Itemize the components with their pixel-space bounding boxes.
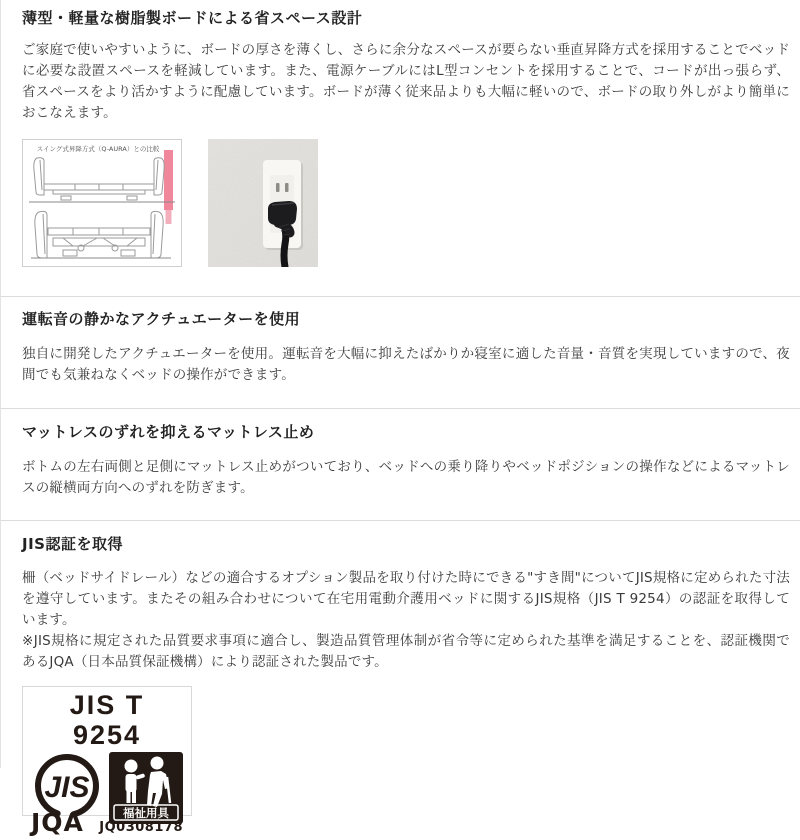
- bed-frame-comparison-diagram: [22, 139, 182, 267]
- jis-standard-number: JIS T 9254: [69, 690, 145, 750]
- jis-certification-mark: [22, 686, 192, 838]
- section-quiet-actuator: [1, 296, 800, 408]
- jqa-certifier-label: JQA: [31, 808, 84, 838]
- section-body-text: ご家庭で使いやすいように、ボードの厚さを薄くし、さらに余分なスペースが要らない垂直昇降方式を採用することでベッドに必要な設置スペースを軽減しています。また、電源ケーブルにはL型コンセントを採用することで、コードが出っ張らず、省スペースをより活かすように配慮しています。ボードが薄く従来品よりも大幅に軽いので、ボードの取り外しがより簡単におこなえます。: [22, 42, 790, 121]
- section-heading: マットレスのずれを抑えるマットレス止め: [22, 423, 315, 441]
- section-body-text: ボトムの左右両側と足側にマットレス止めがついており、ベッドへの乗り降りやベッドポジションの操作などによるマットレスの縦横両方向へのずれを防ぎます。: [22, 459, 790, 496]
- section-heading: 運転音の静かなアクチュエーターを使用: [22, 310, 301, 328]
- l-shaped-plug-wall-outlet-photo: [208, 139, 318, 267]
- svg-text:JIS: JIS: [44, 771, 90, 805]
- section-heading: JIS認証を取得: [22, 535, 123, 553]
- section-jis-certification: [1, 520, 800, 840]
- plug-photo-icon: [208, 139, 318, 267]
- jis-certifier-row: [31, 808, 183, 838]
- section-note-text: ※JIS規格に規定された品質要求事項に適合し、製造品質管理体制が省令等に定められた基準を満足することを、認証機関であるJQA（日本品質保証機構）により認証された製品です。: [22, 633, 790, 670]
- section-body-text: 独自に開発したアクチュエーターを使用。運転音を大幅に抑えたばかりか寝室に適した音量・音質を実現していますので、夜間でも気兼ねなくベッドの操作ができます。: [22, 346, 790, 383]
- section-heading: 薄型・軽量な樹脂製ボードによる省スペース設計: [22, 9, 363, 27]
- svg-text:福祉用具: 福祉用具: [123, 806, 169, 821]
- bed-frame-comparison-drawing-icon: [23, 140, 181, 266]
- section-space-saving: [1, 0, 800, 296]
- section-mattress-stopper: [1, 408, 800, 520]
- certification-number: JQ0308178: [99, 819, 183, 835]
- figure-row: [22, 139, 790, 267]
- diagram-caption: スイング式昇降方式（Q-AURA）との比較: [36, 145, 160, 153]
- section-body-text: 柵（ベッドサイドレール）などの適合するオプション製品を取り付けた時にできる"すき間"についてJIS規格に定められた寸法を遵守しています。またその組み合わせについて在宅用電動介護用ベッドに関するJIS規格（JIS T 9254）の認証を取得しています。: [22, 570, 790, 628]
